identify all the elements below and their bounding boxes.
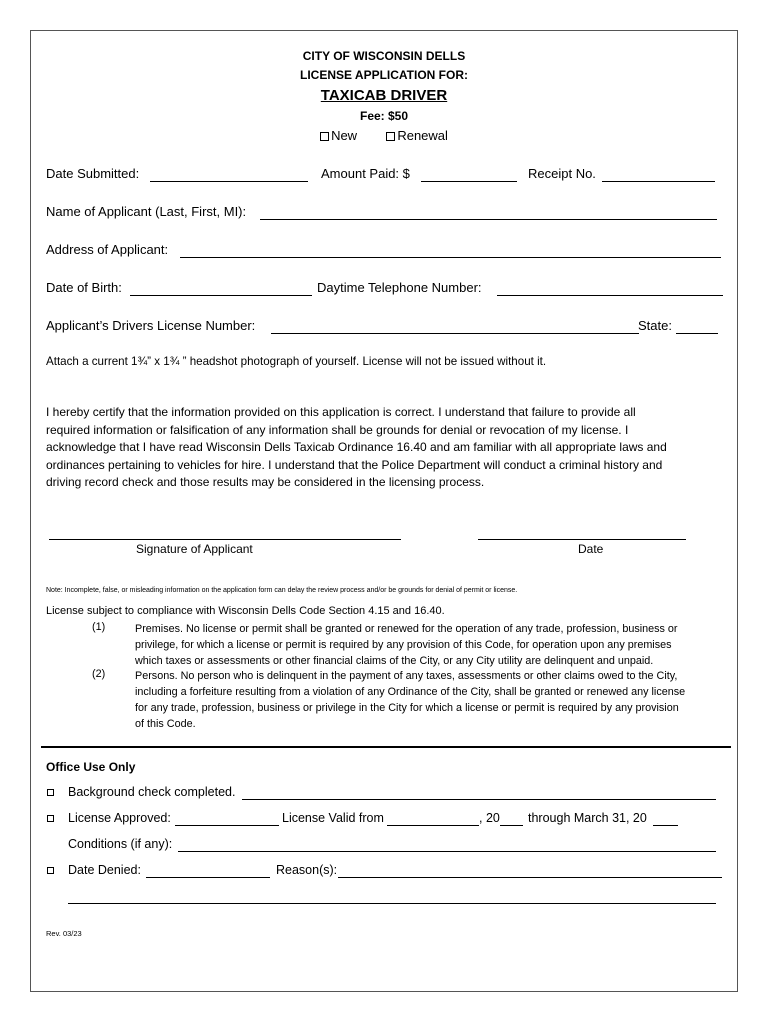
certification-line: ordinances pertaining to vehicles for hire. I understand that the Police Department will conduct a criminal history and bbox=[46, 457, 663, 472]
new-label: New bbox=[331, 128, 358, 143]
conditions-label: Conditions (if any): bbox=[68, 837, 173, 851]
applicant-name-field[interactable] bbox=[260, 219, 717, 220]
compliance-line: for any trade, profession, business or privilege in the City for which a license or permit is required by any provision bbox=[135, 702, 679, 714]
license-approved-checkbox[interactable] bbox=[47, 815, 54, 822]
drivers-license-label: Applicant’s Drivers License Number: bbox=[46, 318, 256, 333]
applicant-name-label: Name of Applicant (Last, First, MI): bbox=[46, 204, 247, 219]
certification-line: acknowledge that I have read Wisconsin Dells Taxicab Ordinance 16.40 and am familiar with all appropriate laws and bbox=[46, 440, 667, 454]
date-denied-label: Date Denied: bbox=[68, 863, 141, 877]
renewal-label: Renewal bbox=[397, 128, 448, 143]
license-approved-label: License Approved: bbox=[68, 811, 171, 825]
office-use-heading: Office Use Only bbox=[46, 760, 136, 774]
application-form bbox=[30, 30, 738, 992]
certification-paragraph bbox=[46, 404, 726, 492]
compliance-line: privilege, for which a license or permit is required by any provision of this Code, for operation upon any premises bbox=[135, 639, 672, 651]
revision-label: Rev. 03/23 bbox=[46, 929, 82, 938]
certification-line: driving record check and those results may be considered in the licensing process. bbox=[46, 475, 485, 489]
state-label: State: bbox=[638, 318, 672, 333]
misleading-info-note: Note: Incomplete, false, or misleading information on the application form can delay the review process and/or be grounds for denial of permit or license. bbox=[46, 587, 518, 594]
signature-date-field[interactable] bbox=[478, 539, 686, 540]
date-of-birth-label: Date of Birth: bbox=[46, 280, 122, 295]
state-field[interactable] bbox=[676, 333, 718, 334]
compliance-item-premises bbox=[135, 621, 727, 669]
date-denied-field[interactable] bbox=[146, 877, 270, 878]
application-type bbox=[31, 128, 737, 143]
valid-through-year-field[interactable] bbox=[653, 825, 678, 826]
background-check-field[interactable] bbox=[242, 799, 716, 800]
section-divider bbox=[41, 746, 731, 748]
conditions-field[interactable] bbox=[178, 851, 716, 852]
amount-paid-field[interactable] bbox=[421, 181, 517, 182]
receipt-number-label: Receipt No. bbox=[528, 166, 596, 181]
applicant-address-label: Address of Applicant: bbox=[46, 242, 169, 257]
application-subtitle: LICENSE APPLICATION FOR: bbox=[300, 68, 468, 82]
background-check-label: Background check completed. bbox=[68, 785, 236, 799]
valid-from-year-label: , 20 bbox=[479, 811, 500, 825]
license-approved-field[interactable] bbox=[175, 825, 279, 826]
applicant-signature-field[interactable] bbox=[49, 539, 401, 540]
certification-line: I hereby certify that the information provided on this application is correct. I understand that failure to provide all bbox=[46, 405, 636, 419]
reasons-label: Reason(s): bbox=[276, 863, 338, 877]
applicant-address-field[interactable] bbox=[180, 257, 721, 258]
date-label: Date bbox=[578, 542, 604, 556]
renewal-checkbox[interactable] bbox=[386, 132, 395, 141]
receipt-number-field[interactable] bbox=[602, 181, 715, 182]
compliance-item-persons bbox=[135, 668, 727, 732]
phone-field[interactable] bbox=[497, 295, 723, 296]
form-title: TAXICAB DRIVER bbox=[320, 87, 448, 104]
date-submitted-field[interactable] bbox=[150, 181, 308, 182]
compliance-line: Premises. No license or permit shall be granted or renewed for the operation of any trade, profession, business or bbox=[135, 623, 678, 635]
signature-label: Signature of Applicant bbox=[136, 542, 253, 556]
date-denied-checkbox[interactable] bbox=[47, 867, 54, 874]
fee-label: Fee: $50 bbox=[359, 109, 409, 123]
compliance-line: including a forfeiture resulting from a violation of any Ordinance of the City, shall be granted or renewed any license bbox=[135, 686, 686, 698]
date-submitted-label: Date Submitted: bbox=[46, 166, 140, 181]
compliance-line: of this Code. bbox=[135, 718, 196, 730]
amount-paid-label: Amount Paid: $ bbox=[321, 166, 410, 181]
valid-from-year-field[interactable] bbox=[500, 825, 523, 826]
phone-label: Daytime Telephone Number: bbox=[317, 280, 482, 295]
date-of-birth-field[interactable] bbox=[130, 295, 312, 296]
compliance-line: which taxes or assessments or other financial claims of the City, or any City utility are delinquent and unpaid. bbox=[135, 655, 654, 667]
valid-from-field[interactable] bbox=[387, 825, 479, 826]
reasons-field[interactable] bbox=[338, 877, 722, 878]
valid-from-label: License Valid from bbox=[282, 811, 384, 825]
photo-instruction: Attach a current 1¾” x 1¾ ” headshot photograph of yourself. License will not be issued without it. bbox=[46, 355, 547, 368]
background-check-checkbox[interactable] bbox=[47, 789, 54, 796]
compliance-item-number: (1) bbox=[92, 621, 106, 633]
certification-line: required information or falsification of any information shall be grounds for denial or revocation of my license. I bbox=[46, 422, 629, 437]
reasons-continuation-field[interactable] bbox=[68, 903, 716, 904]
city-heading: CITY OF WISCONSIN DELLS bbox=[302, 49, 466, 63]
compliance-intro: License subject to compliance with Wisconsin Dells Code Section 4.15 and 16.40. bbox=[46, 605, 445, 617]
new-checkbox[interactable] bbox=[320, 132, 329, 141]
compliance-line: Persons. No person who is delinquent in the payment of any taxes, assessments or other claims owed to the City, bbox=[135, 670, 678, 682]
drivers-license-field[interactable] bbox=[271, 333, 639, 334]
compliance-item-number: (2) bbox=[92, 668, 106, 680]
valid-through-label: through March 31, 20 bbox=[528, 811, 647, 825]
